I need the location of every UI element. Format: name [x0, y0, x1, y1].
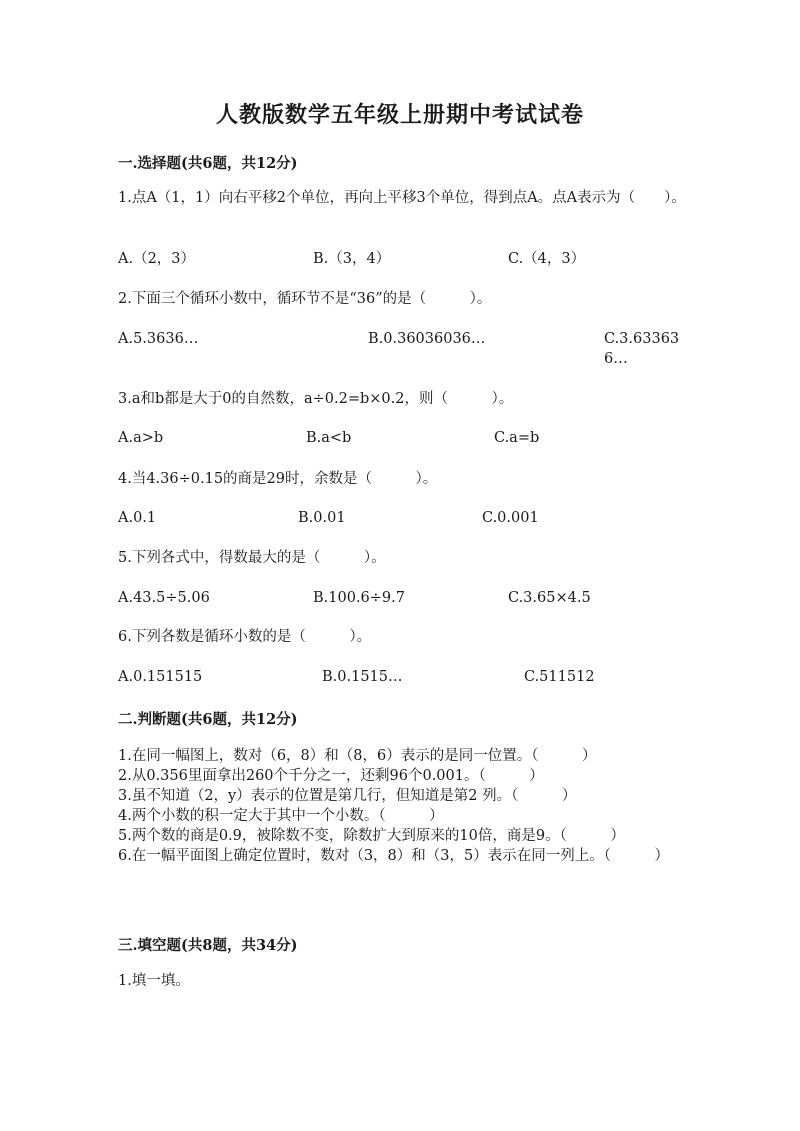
choice-option: C.0.001 [482, 510, 539, 526]
choice-question-1: 1.点A（1，1）向右平移2个单位，再向上平移3个单位，得到点A。点A表示为（ ）。 [118, 190, 686, 206]
fill-question-1: 1.填一填。 [118, 973, 190, 989]
section-fill-heading: 三.填空题(共8题，共34分) [118, 937, 298, 954]
judge-list [118, 746, 688, 866]
choice-option: B.0.01 [298, 510, 346, 526]
judge-item: 2.从0.356里面拿出260个千分之一，还剩96个0.001。（ ） [118, 768, 544, 784]
judge-item: 5.两个数的商是0.9，被除数不变，除数扩大到原来的10倍，商是9。（ ） [118, 828, 625, 844]
judge-item: 4.两个小数的积一定大于其中一个小数。（ ） [118, 808, 444, 824]
choice-option: A.0.1 [118, 510, 157, 526]
choice-option: C.（4，3） [508, 251, 586, 267]
choice-option: C.3.65×4.5 [508, 590, 591, 606]
judge-item: 1.在同一幅图上，数对（6，8）和（8，6）表示的是同一位置。（ ） [118, 748, 597, 764]
choice-option: B.100.6÷9.7 [313, 590, 405, 606]
choice-option: C.a=b [494, 430, 540, 446]
choice-question-2: 2.下面三个循环小数中，循环节不是“36”的是（ ）。 [118, 291, 492, 307]
judge-item: 6.在一幅平面图上确定位置时，数对（3，8）和（3，5）表示在同一列上。（ ） [118, 848, 669, 864]
page-title: 人教版数学五年级上册期中考试试卷 [215, 102, 584, 128]
section-judge-heading: 二.判断题(共6题，共12分) [118, 711, 298, 728]
choice-option: B.0.1515… [322, 669, 403, 685]
judge-item: 3.虽不知道（2，y）表示的位置是第几行，但知道是第2 列。（ ） [118, 788, 577, 804]
choice-option: B.0.36036036… [368, 331, 486, 347]
choice-option: C.511512 [524, 669, 595, 685]
choice-question-5: 5.下列各式中，得数最大的是（ ）。 [118, 550, 386, 566]
choice-option: B.a<b [306, 430, 352, 446]
section-choice-heading: 一.选择题(共6题，共12分) [118, 155, 298, 172]
choice-question-3: 3.a和b都是大于0的自然数，a÷0.2=b×0.2，则（ ）。 [118, 391, 514, 407]
choice-question-4: 4.当4.36÷0.15的商是29时，余数是（ ）。 [118, 471, 438, 487]
choice-option: B.（3，4） [313, 251, 391, 267]
choice-question-6: 6.下列各数是循环小数的是（ ）。 [118, 629, 372, 645]
choice-option: C.3.633636… [604, 331, 680, 367]
choice-option: A.0.151515 [118, 669, 203, 685]
choice-option: A.5.3636… [118, 331, 199, 347]
choice-option: A.a>b [118, 430, 164, 446]
choice-option: A.43.5÷5.06 [118, 590, 210, 606]
choice-options-2 [118, 329, 688, 369]
choice-option: A.（2，3） [118, 251, 196, 267]
